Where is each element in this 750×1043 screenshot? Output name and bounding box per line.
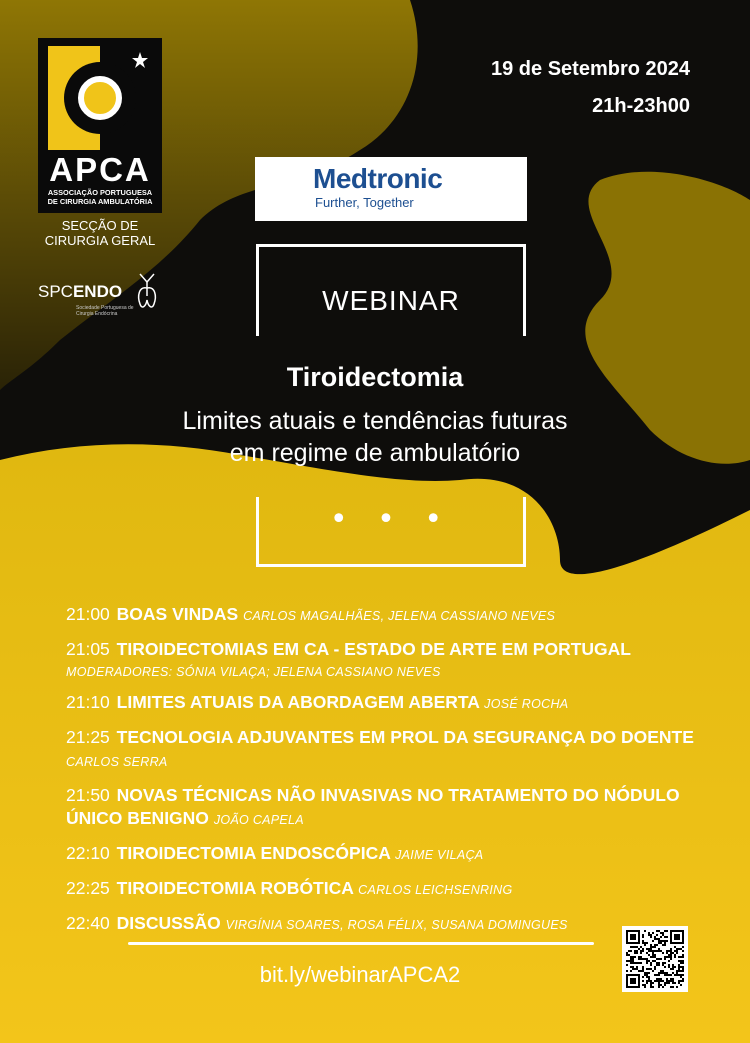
agenda-item: 21:10 LIMITES ATUAIS DA ABORDAGEM ABERTA JOSÉ ROCHA xyxy=(66,692,569,712)
qr-code-pattern xyxy=(626,930,684,988)
event-time: 21h-23h00 xyxy=(592,95,690,117)
agenda xyxy=(66,603,696,947)
thyroid-icon xyxy=(134,272,160,314)
spcendo-bold: ENDO xyxy=(72,282,123,301)
sponsor-name: Medtronic xyxy=(313,163,443,194)
sponsor-logo xyxy=(255,157,527,221)
spcendo-logo xyxy=(38,282,122,302)
registration-link[interactable]: bit.ly/webinarAPCA2 xyxy=(259,962,461,987)
subtitle-line-1: Limites atuais e tendências futuras xyxy=(182,407,568,435)
event-date: 19 de Setembro 2024 xyxy=(491,58,690,80)
agenda-item: 21:50 NOVAS TÉCNICAS NÃO INVASIVAS NO TRATAMENTO DO NÓDULO ÚNICO BENIGNO JOÃO CAPELA xyxy=(66,785,680,828)
section-label xyxy=(30,218,170,248)
apca-full-name: ASSOCIAÇÃO PORTUGUESA DE CIRURGIA AMBULATÓRIA xyxy=(47,188,153,206)
agenda-item: 21:00 BOAS VINDAS CARLOS MAGALHÃES, JELENA CASSIANO NEVES xyxy=(66,604,556,624)
qr-code-icon[interactable] xyxy=(622,926,688,992)
apca-logo xyxy=(38,38,162,213)
agenda-item: 21:05 TIROIDECTOMIAS EM CA - ESTADO DE ARTE EM PORTUGAL xyxy=(66,639,631,659)
star-icon xyxy=(48,46,152,150)
divider xyxy=(128,942,594,945)
agenda-item: 22:40 DISCUSSÃO VIRGÍNIA SOARES, ROSA FÉLIX, SUSANA DOMINGUES xyxy=(66,913,568,933)
moderators: MODERADORES: SÓNIA VILAÇA; JELENA CASSIANO NEVES xyxy=(66,665,441,679)
webinar-title: Tiroidectomia xyxy=(286,362,464,392)
clock-icon xyxy=(48,46,152,150)
webinar-label: WEBINAR xyxy=(322,285,460,316)
spcendo-prefix: SPC xyxy=(38,282,73,301)
section-line-1: SECÇÃO DE xyxy=(61,218,139,233)
sponsor-tagline: Further, Together xyxy=(315,195,414,210)
agenda-item: 21:25 TECNOLOGIA ADJUVANTES EM PROL DA SEGURANÇA DO DOENTE CARLOS SERRA xyxy=(66,727,694,769)
ellipsis-dots: • • • xyxy=(329,502,453,537)
subtitle-line-2: em regime de ambulatório xyxy=(229,439,521,467)
section-line-2: CIRURGIA GERAL xyxy=(44,233,156,248)
apca-acronym: APCA xyxy=(49,151,151,188)
agenda-item: 22:10 TIROIDECTOMIA ENDOSCÓPICA JAIME VILAÇA xyxy=(66,843,484,863)
agenda-item: 22:25 TIROIDECTOMIA ROBÓTICA CARLOS LEICHSENRING xyxy=(66,878,513,898)
webinar-subtitle xyxy=(80,405,670,469)
spcendo-subtitle: Sociedade Portuguesa de Cirurgia Endócrina xyxy=(76,305,134,317)
